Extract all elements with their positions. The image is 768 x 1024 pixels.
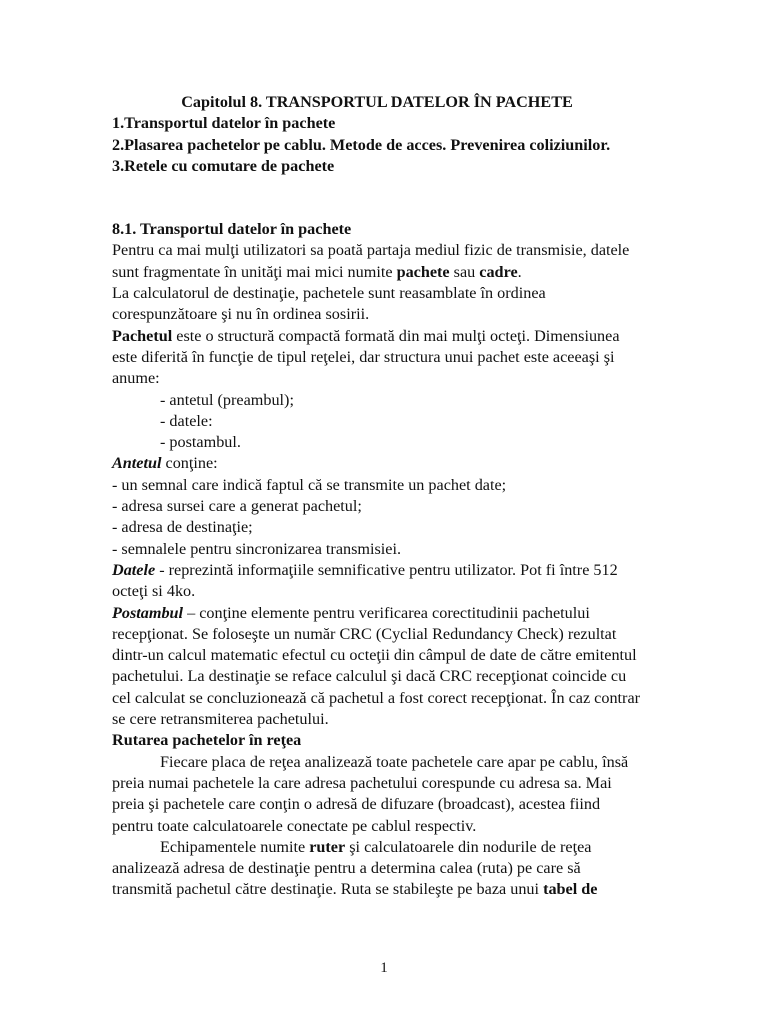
paragraph-intro bbox=[112, 240, 642, 283]
paragraph-antetul bbox=[112, 453, 642, 474]
list-item-datele: - datele: bbox=[160, 411, 213, 430]
term-ruter: ruter bbox=[309, 837, 346, 856]
term-pachete: pachete bbox=[396, 262, 450, 281]
antet-item: - semnalele pentru sincronizarea transmisiei. bbox=[112, 539, 402, 558]
term-pachetul: Pachetul bbox=[112, 326, 173, 345]
paragraph-pachetul bbox=[112, 326, 642, 390]
text-run: conţine: bbox=[161, 454, 218, 473]
term-tabel-de: tabel de bbox=[543, 880, 598, 899]
toc-item-3: 3.Retele cu comutare de pachete bbox=[112, 156, 335, 175]
text-run: - reprezintă informaţiile semnificative pentru utilizator. Pot fi între 512 octeţi si 4ko. bbox=[112, 560, 618, 601]
text-run: este o structură compactă formată din mai mulţi octeţi. Dimensiunea este diferită în funcţie de tipul reţelei, dar structura unui pachet este aceeaşi şi anume: bbox=[112, 326, 620, 388]
paragraph-reassembly: La calculatorul de destinaţie, pachetele sunt reasamblate în ordinea corespunzătoare şi nu în ordinea sosirii. bbox=[112, 284, 546, 324]
page-number: 1 bbox=[380, 960, 388, 976]
paragraph-rutare-1: Fiecare placa de reţea analizează toate pachetele care apar pe cablu, însă preia numai pachetele la care adresa pachetului corespunde cu adresa sa. Mai preia şi pachetele care conţin o adresă de difuzare (broadcast), acestea fiind pentru toate calculatoarele conectate pe cablul respectiv. bbox=[112, 752, 629, 835]
toc-item-1: 1.Transportul datelor în pachete bbox=[112, 114, 336, 133]
page-content bbox=[112, 92, 642, 901]
term-datele: Datele bbox=[112, 560, 156, 579]
antet-item: - adresa sursei care a generat pachetul; bbox=[112, 497, 362, 516]
paragraph-postambul bbox=[112, 603, 642, 731]
spacer bbox=[112, 177, 642, 219]
subheading-rutare: Rutarea pachetelor în reţea bbox=[112, 731, 302, 750]
text-run: Pentru ca mai mulţi utilizatori sa poată partaja mediul fizic de transmisie, datele sunt fragmentate în unităţi mai mici numite bbox=[112, 241, 630, 281]
term-antetul: Antetul bbox=[112, 454, 162, 473]
list-item-postambul: - postambul. bbox=[160, 433, 241, 452]
chapter-title: Capitolul 8. TRANSPORTUL DATELOR ÎN PACHETE bbox=[181, 93, 573, 111]
paragraph-datele bbox=[112, 560, 642, 603]
section-heading: 8.1. Transportul datelor în pachete bbox=[112, 220, 352, 239]
text-run: – conţine elemente pentru verificarea corectitudinii pachetului recepţionat. Se foloseşte un număr CRC (Cyclial Redundancy Check) rezultat dintr-un calcul matematic efectul cu octeţii din câmpul de date de către emitentul pachetului. La destinaţie se reface calculul şi dacă CRC recepţionat coincide cu cel calculat se concluzionează că pachetul a fost corect recepţionat. În caz contrar se cere retransmiterea pachetului. bbox=[112, 603, 641, 729]
list-item-antet: - antetul (preambul); bbox=[160, 390, 294, 409]
text-run: . bbox=[517, 262, 522, 281]
toc-item-2: 2.Plasarea pachetelor pe cablu. Metode de acces. Prevenirea coliziunilor. bbox=[112, 135, 611, 154]
text-run: sau bbox=[449, 262, 480, 281]
term-postambul: Postambul bbox=[112, 603, 184, 622]
text-run: şi calculatoarele din nodurile de reţea analizează adresa de destinaţie pentru a determina calea (ruta) pe care să transmită pachetul către destinaţie. Ruta se stabileşte pe baza unui bbox=[112, 837, 592, 899]
text-run: Echipamentele numite bbox=[160, 837, 310, 856]
antet-item: - adresa de destinaţie; bbox=[112, 518, 253, 537]
antet-item: - un semnal care indică faptul că se transmite un pachet date; bbox=[112, 475, 507, 494]
paragraph-rutare-2 bbox=[112, 837, 642, 901]
term-cadre: cadre bbox=[479, 262, 518, 281]
